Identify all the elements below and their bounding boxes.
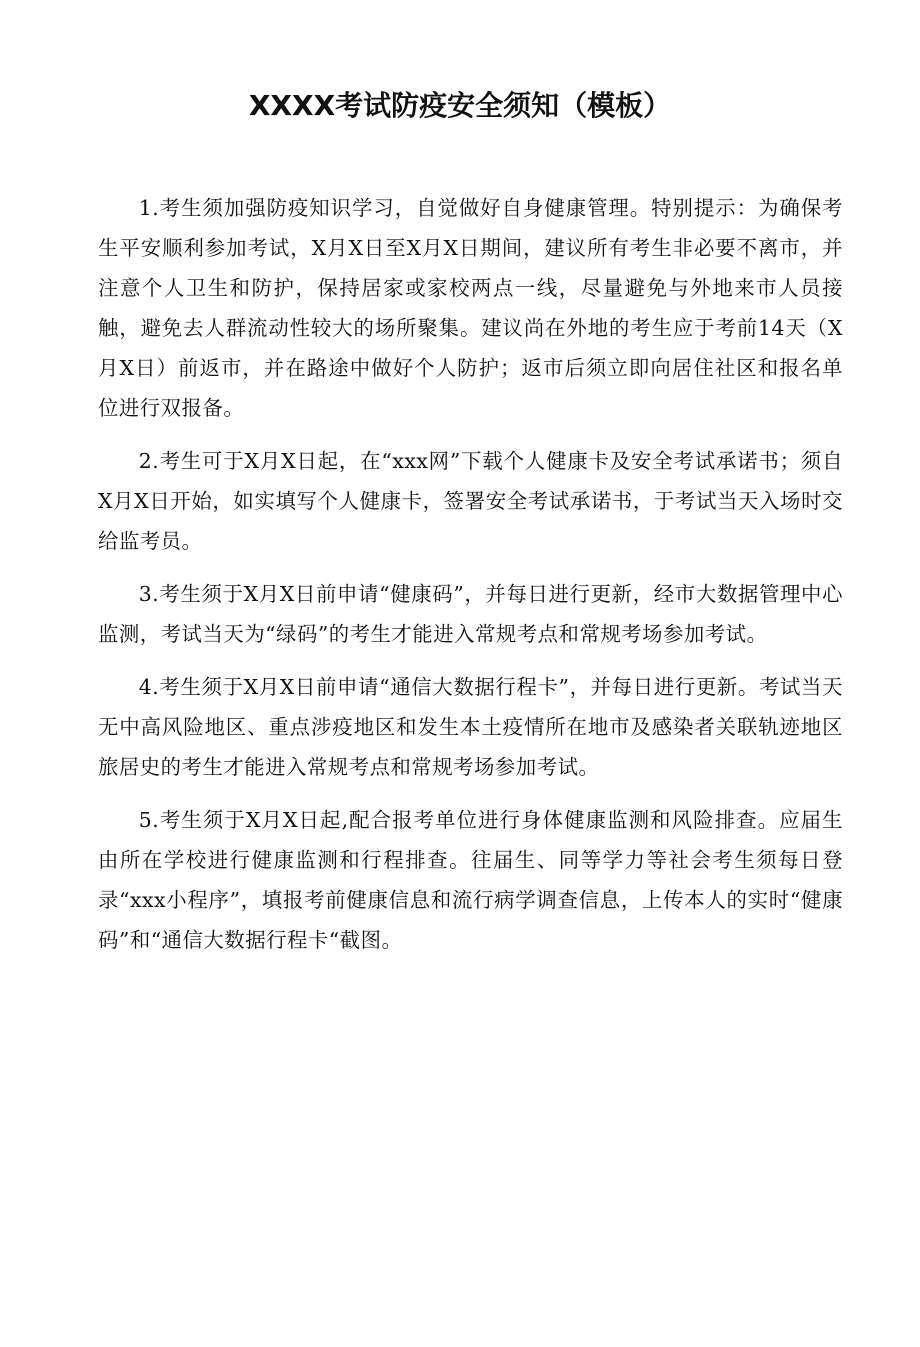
paragraph-4: 4.考生须于X月X日前申请“通信大数据行程卡”，并每日进行更新。考试当天无中高风险地区、重点涉疫地区和发生本土疫情所在地市及感染者关联轨迹地区旅居史的考生才能进入常规考点和常规考场参加考试。 [98,675,843,779]
paragraph-5: 5.考生须于X月X日起,配合报考单位进行身体健康监测和风险排查。应届生由所在学校进行健康监测和行程排查。往届生、同等学力等社会考生须每日登录“xxx小程序”，填报考前健康信息和流行病学调查信息，上传本人的实时“健康码”和“通信大数据行程卡“截图。 [98,808,843,952]
document-title: XXXX考试防疫安全须知（模板） [248,89,672,122]
paragraph-1: 1.考生须加强防疫知识学习，自觉做好自身健康管理。特别提示：为确保考生平安顺利参加考试，X月X日至X月X日期间，建议所有考生非必要不离市，并注意个人卫生和防护，保持居家或家校两点一线，尽量避免与外地来市人员接触，避免去人群流动性较大的场所聚集。建议尚在外地的考生应于考前14天（X月X日）前返市，并在路途中做好个人防护；返市后须立即向居住社区和报名单位进行双报备。 [98,196,843,420]
paragraph-3: 3.考生须于X月X日前申请“健康码”，并每日进行更新，经市大数据管理中心监测，考试当天为“绿码”的考生才能进入常规考点和常规考场参加考试。 [98,582,843,646]
document-body [98,188,843,973]
paragraph-2: 2.考生可于X月X日起，在“xxx网”下载个人健康卡及安全考试承诺书；须自X月X日开始，如实填写个人健康卡，签署安全考试承诺书，于考试当天入场时交给监考员。 [98,449,843,553]
